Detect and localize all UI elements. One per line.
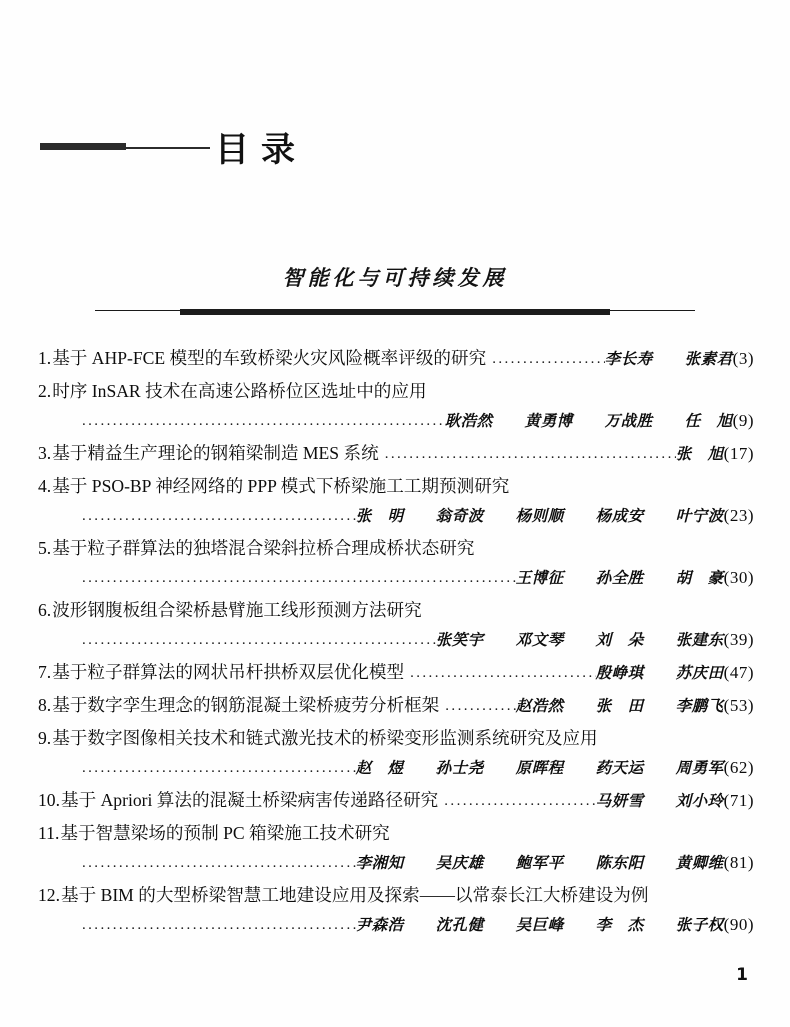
toc-entry-author-line xyxy=(38,501,754,532)
toc-entry-page: (23) xyxy=(723,506,754,525)
toc-leader-dots xyxy=(76,849,356,878)
toc-entry-authors: 张 明 翁奇波 杨则顺 杨成安 叶宁波(23) xyxy=(355,506,754,525)
toc-entry-number: 1. xyxy=(38,348,52,368)
toc-entry-number: 6. xyxy=(38,600,52,620)
toc-entry-title: 基于数字图像相关技术和链式激光技术的桥梁变形监测系统研究及应用 xyxy=(52,728,598,748)
toc-leader-dots xyxy=(76,407,445,436)
toc-entry-title-line xyxy=(38,724,754,753)
toc-entry-title: 基于 AHP-FCE 模型的车致桥梁火灾风险概率评级的研究 xyxy=(52,348,487,368)
toc-entry-page: (3) xyxy=(732,349,754,368)
toc-entry-author-line xyxy=(38,625,754,656)
toc-entry-authors: 尹森浩 沈孔健 吴巨峰 李 杰 张子权(90) xyxy=(355,915,754,934)
toc-entry-author-line xyxy=(38,910,754,941)
toc-entry[interactable] xyxy=(38,819,754,879)
toc-entry[interactable] xyxy=(38,596,754,656)
toc-entry-title: 基于 Apriori 算法的混凝土桥梁病害传递路径研究 xyxy=(61,790,439,810)
toc-entry-page: (9) xyxy=(732,411,754,430)
toc-entry-number: 5. xyxy=(38,538,52,558)
toc-entry-authors: 马妍雪 刘小玲(71) xyxy=(595,791,754,810)
toc-entry-number: 8. xyxy=(38,695,52,715)
toc-leader-dots xyxy=(76,564,516,593)
toc-entry-page: (39) xyxy=(723,630,754,649)
toc-entry-number: 9. xyxy=(38,728,52,748)
toc-leader-dots xyxy=(76,754,356,783)
toc-entry-page: (90) xyxy=(723,915,754,934)
toc-leader-dots xyxy=(379,440,676,469)
toc-entry-title: 基于粒子群算法的独塔混合梁斜拉桥合理成桥状态研究 xyxy=(52,538,475,558)
toc-entry-authors: 张笑宇 邓文琴 刘 朵 张建东(39) xyxy=(435,630,754,649)
toc-entry-authors: 李湘知 吴庆雄 鲍军平 陈东阳 黄卿维(81) xyxy=(355,853,754,872)
toc-entry-title-line xyxy=(38,881,754,910)
page-title: 目录 xyxy=(215,130,307,170)
toc-entry[interactable] xyxy=(38,786,754,817)
masthead-rule xyxy=(40,142,210,154)
rule-thin-segment xyxy=(126,147,210,149)
toc-entry-title: 基于粒子群算法的网状吊杆拱桥双层优化模型 xyxy=(52,662,405,682)
toc-leader-dots xyxy=(76,502,356,531)
toc-entry-authors: 李长寿 张素君(3) xyxy=(604,349,754,368)
toc-entry-title: 基于 BIM 的大型桥梁智慧工地建设应用及探索——以常泰长江大桥建设为例 xyxy=(61,885,649,905)
toc-entry[interactable] xyxy=(38,344,754,375)
toc-entry[interactable] xyxy=(38,691,754,722)
toc-entry-number: 10. xyxy=(38,790,60,810)
toc-entry-page: (81) xyxy=(723,853,754,872)
toc-entry-number: 7. xyxy=(38,662,52,682)
folio-page-number: 1 xyxy=(736,965,748,985)
toc-entry-author-line xyxy=(38,563,754,594)
toc-leader-dots xyxy=(438,787,595,816)
toc-entry-page: (53) xyxy=(723,696,754,715)
toc-entry[interactable] xyxy=(38,439,754,470)
toc-entry[interactable] xyxy=(38,534,754,594)
toc-entry-author-line xyxy=(38,406,754,437)
toc-entry-title-line xyxy=(38,819,754,848)
section-header xyxy=(95,262,695,316)
table-of-contents xyxy=(38,344,754,943)
toc-entry-authors: 赵浩然 张 田 李鹏飞(53) xyxy=(515,696,754,715)
toc-entry-number: 3. xyxy=(38,443,52,463)
toc-entry-author-line xyxy=(38,753,754,784)
toc-entry-title: 基于数字孪生理念的钢筋混凝土梁桥疲劳分析框架 xyxy=(52,695,440,715)
toc-entry-title: 基于精益生产理论的钢箱梁制造 MES 系统 xyxy=(52,443,379,463)
divider-bar xyxy=(180,309,610,315)
toc-entry-page: (30) xyxy=(723,568,754,587)
toc-leader-dots xyxy=(439,692,515,721)
toc-leader-dots xyxy=(486,345,604,374)
toc-entry-title: 波形钢腹板组合梁桥悬臂施工线形预测方法研究 xyxy=(52,600,422,620)
toc-entry-page: (71) xyxy=(723,791,754,810)
section-heading-text: 智能化与可持续发展 xyxy=(282,266,508,290)
toc-leader-dots xyxy=(76,626,436,655)
toc-entry[interactable] xyxy=(38,724,754,784)
toc-leader-dots xyxy=(76,911,356,940)
toc-entry-number: 11. xyxy=(38,823,60,843)
toc-entry-authors: 张 旭(17) xyxy=(675,444,754,463)
toc-entry-page: (17) xyxy=(723,444,754,463)
toc-entry-author-line xyxy=(38,848,754,879)
toc-entry[interactable] xyxy=(38,472,754,532)
rule-thick-segment xyxy=(40,143,126,150)
toc-entry-title-line xyxy=(38,377,754,406)
toc-entry-number: 4. xyxy=(38,476,52,496)
toc-entry-title-line xyxy=(38,534,754,563)
toc-entry-title: 时序 InSAR 技术在高速公路桥位区选址中的应用 xyxy=(52,381,427,401)
toc-leader-dots xyxy=(404,659,596,688)
toc-entry-number: 12. xyxy=(38,885,60,905)
section-divider xyxy=(95,308,695,316)
toc-entry-page: (47) xyxy=(723,663,754,682)
masthead xyxy=(40,128,750,188)
toc-entry-authors: 耿浩然 黄勇博 万战胜 任 旭(9) xyxy=(444,411,754,430)
toc-entry-title: 基于 PSO-BP 神经网络的 PPP 模式下桥梁施工工期预测研究 xyxy=(52,476,510,496)
toc-entry[interactable] xyxy=(38,377,754,437)
toc-entry-title-line xyxy=(38,472,754,501)
toc-entry-authors: 赵 煜 孙士尧 原晖程 药天运 周勇军(62) xyxy=(355,758,754,777)
toc-entry-number: 2. xyxy=(38,381,52,401)
toc-entry[interactable] xyxy=(38,658,754,689)
toc-entry-authors: 王博征 孙全胜 胡 豪(30) xyxy=(515,568,754,587)
toc-entry[interactable] xyxy=(38,881,754,941)
toc-entry-title-line xyxy=(38,596,754,625)
toc-entry-authors: 殷峥琪 苏庆田(47) xyxy=(595,663,754,682)
toc-entry-title: 基于智慧梁场的预制 PC 箱梁施工技术研究 xyxy=(60,823,390,843)
toc-entry-page: (62) xyxy=(723,758,754,777)
